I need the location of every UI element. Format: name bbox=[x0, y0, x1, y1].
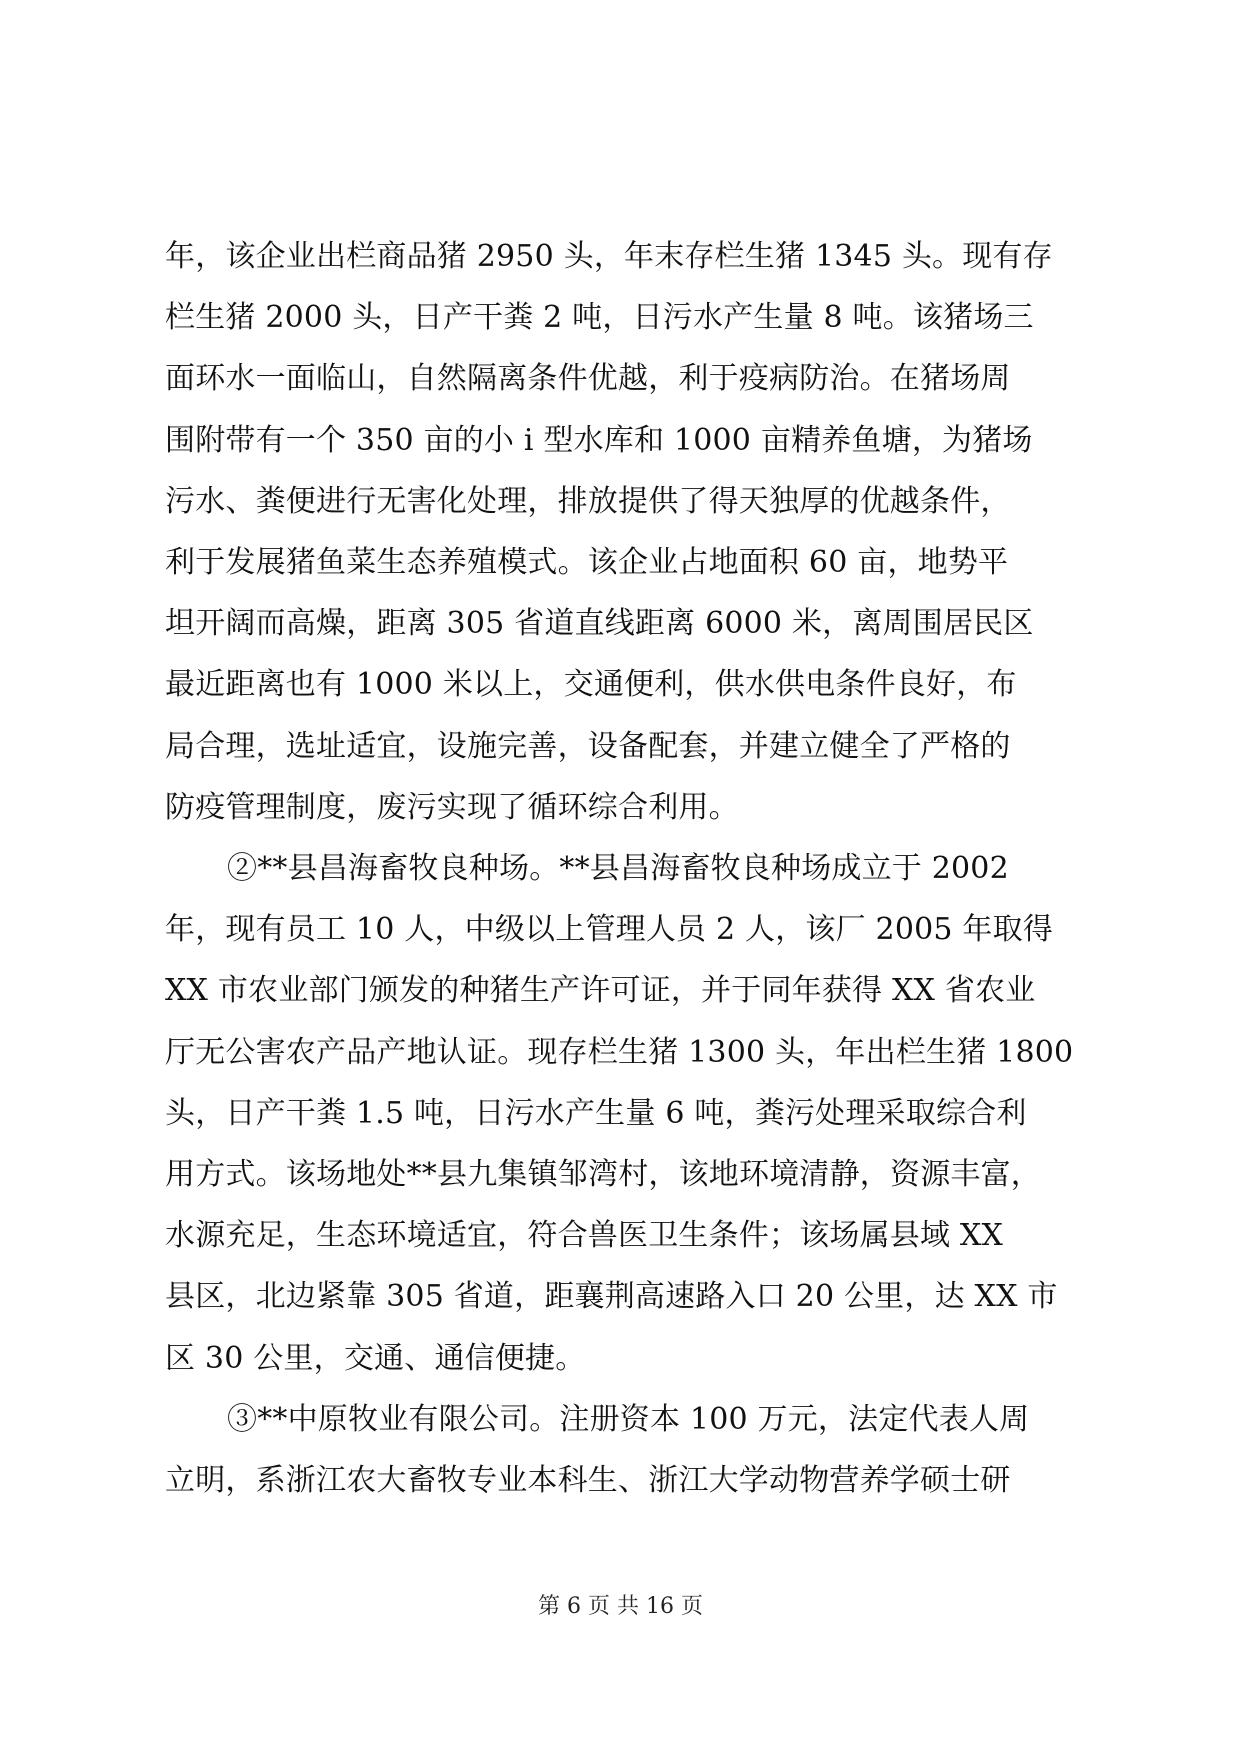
text-line-4: 围附带有一个 350 亩的小 i 型水库和 1000 亩精养鱼塘，为猪场 bbox=[165, 422, 1033, 458]
text-line-11: ②**县昌海畜牧良种场。**县昌海畜牧良种场成立于 2002 bbox=[227, 851, 1009, 887]
text-line-9: 局合理，选址适宜，设施完善，设备配套，并建立健全了严格的 bbox=[165, 728, 1011, 764]
text-line-5: 污水、粪便进行无害化处理，排放提供了得天独厚的优越条件， bbox=[165, 483, 1011, 519]
text-line-17: 水源充足，生态环境适宜，符合兽医卫生条件；该场属县域 XX bbox=[165, 1218, 1004, 1254]
page-footer: 第 6 页 共 16 页 bbox=[538, 1594, 703, 1619]
text-line-15: 头，日产干粪 1.5 吨，日污水产生量 6 吨，粪污处理采取综合利 bbox=[165, 1095, 1027, 1131]
text-line-21: 立明，系浙江农大畜牧专业本科生、浙江大学动物营养学硕士研 bbox=[165, 1463, 1011, 1499]
text-line-12: 年，现有员工 10 人，中级以上管理人员 2 人，该厂 2005 年取得 bbox=[165, 912, 1054, 948]
text-line-16: 用方式。该场地处**县九集镇邹湾村，该地环境清静，资源丰富， bbox=[165, 1157, 1041, 1193]
text-line-3: 面环水一面临山，自然隔离条件优越，利于疫病防治。在猪场周 bbox=[165, 361, 1011, 397]
text-line-1: 年，该企业出栏商品猪 2950 头，年末存栏生猪 1345 头。现有存 bbox=[165, 239, 1053, 274]
text-line-14: 厅无公害农产品产地认证。现存栏生猪 1300 头，年出栏生猪 1800 bbox=[165, 1034, 1074, 1070]
page-body bbox=[165, 226, 1080, 1511]
text-line-8: 最近距离也有 1000 米以上，交通便利，供水供电条件良好，布 bbox=[165, 667, 1017, 703]
text-line-2: 栏生猪 2000 头，日产干粪 2 吨，日污水产生量 8 吨。该猪场三 bbox=[165, 300, 1034, 336]
text-line-19: 区 30 公里，交通、通信便捷。 bbox=[165, 1340, 586, 1376]
text-line-6: 利于发展猪鱼菜生态养殖模式。该企业占地面积 60 亩，地势平 bbox=[165, 545, 1009, 581]
text-line-10: 防疫管理制度，废污实现了循环综合利用。 bbox=[165, 789, 739, 825]
text-line-7: 坦开阔而高燥，距离 305 省道直线距离 6000 米，离周围居民区 bbox=[165, 606, 1034, 642]
text-line-13: XX 市农业部门颁发的种猪生产许可证，并于同年获得 XX 省农业 bbox=[165, 973, 1036, 1009]
text-line-18: 县区，北边紧靠 305 省道，距襄荆高速路入口 20 公里，达 XX 市 bbox=[165, 1279, 1058, 1315]
text-line-20: ③**中原牧业有限公司。注册资本 100 万元，法定代表人周 bbox=[227, 1401, 1030, 1437]
